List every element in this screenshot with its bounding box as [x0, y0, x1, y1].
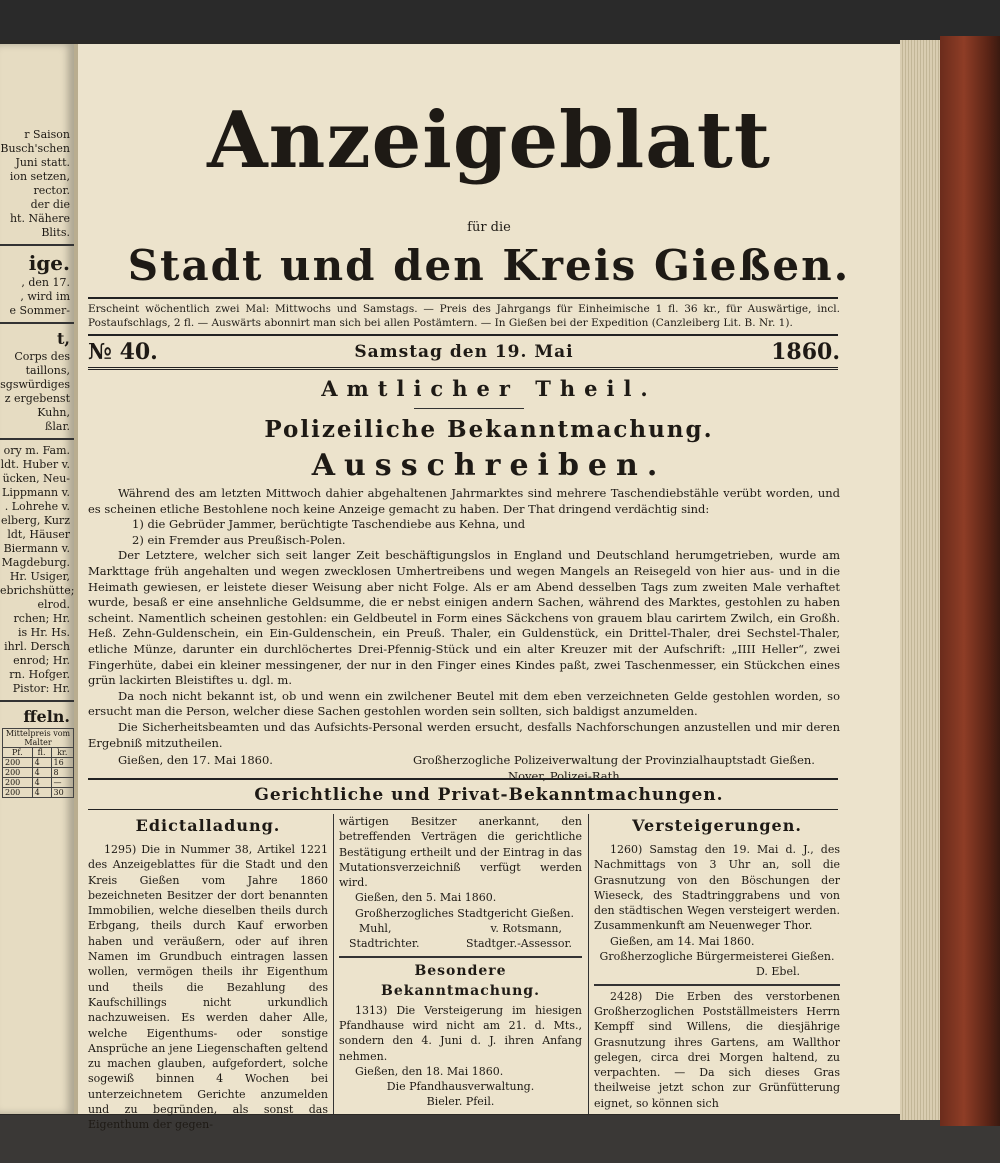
left-text-line: Magdeburg.	[1, 556, 70, 569]
section-rule	[88, 809, 838, 810]
left-text-lines	[0, 128, 74, 240]
left-page-fragment	[0, 44, 74, 1114]
signer-name: v. Rotsmann,	[490, 922, 562, 936]
left-text-line: Hr. Usiger,	[9, 570, 70, 583]
masthead-title: Anzeigeblatt	[207, 95, 771, 186]
left-text-line: Juni statt.	[15, 156, 70, 169]
announcement-text: 1295) Die in Nummer 38, Artikel 1221 des Anzeigeblattes für die Stadt und den Kreis Gießen vom Jahre 1860 bezeichneten Besitzer der dort benannten Immobilien, welche dieselben theils durch Erbgang, theils durch Kauf erworben haben und veräußern, oder auf ihren Namen im Grundbuch eintragen lassen wollen, vermögen theils ihr Eigenthum und theils die Bezahlung des Kaufschillings nicht urkundlich nachzuweisen. Es werden daher Alle, welche Eigenthums- oder sonstige Ansprüche an jene Liegenschaften geltend zu machen glauben, aufgefordert, solche sogewiß binnen 4 Wochen bei unterzeichnetem Gerichte anzumelden und zu begründen, als sonst das Eigenthum der gegen-	[88, 843, 328, 1132]
newspaper-page	[78, 44, 900, 1132]
private-section-title: Gerichtliche und Privat-Bekanntmachungen.	[254, 785, 724, 805]
left-heading-3: ffeln.	[23, 707, 70, 726]
table-cell: 200	[3, 768, 33, 778]
notice-item: 2) ein Fremder aus Preußisch-Polen.	[132, 532, 346, 547]
left-text-line: is Hr. Hs.	[17, 626, 70, 639]
column-2	[339, 814, 582, 1110]
column-1	[88, 814, 328, 1133]
left-heading-2: t,	[57, 329, 70, 348]
table-row	[3, 768, 74, 778]
left-text-line: ht. Nähere	[9, 212, 70, 225]
left-text-line: . Lohrehe v.	[4, 500, 70, 513]
left-text-line: ücken, Neu-	[2, 472, 70, 485]
left-text-line: enrod; Hr.	[13, 654, 70, 667]
announcement-date: Gießen, am 14. Mai 1860.	[610, 934, 755, 948]
table-cell: 200	[3, 788, 33, 798]
official-section-title: Amtlicher Theil.	[321, 376, 657, 401]
left-rule	[0, 322, 74, 324]
table-cell: 16	[51, 758, 73, 768]
table-header: kr.	[51, 748, 73, 758]
left-text-lines-3	[0, 350, 74, 434]
left-text-line: r Saison	[24, 128, 70, 141]
left-text-line: rector.	[33, 184, 70, 197]
left-heading: ige.	[28, 251, 70, 275]
left-text-line: rchen; Hr.	[13, 612, 70, 625]
left-rule	[0, 700, 74, 702]
left-text-line: ihrl. Dersch	[4, 640, 70, 653]
left-text-lines-4	[0, 444, 74, 696]
notice-paragraph: Der Letztere, welcher sich seit langer Zeit beschäftigungslos in England und Deutschland herumgetrieben, wurde am Markttage früh angehalten und wegen zwecklosen Umhertreibens und wegen Mangels an Reisegeld von hier aus- und in die Heimath gewiesen, er leistete dieser Weisung aber nicht Folge. Als er am Abend desselben Tags zum zweiten Male verhaftet wurde, besaß er eine ansehnliche Geldsumme, die er nebst einigen andern Sachen, während des Marktes, gestohlen zu haben scheint. Namentlich scheinen gestohlen: ein Geldbeutel in Form eines Säckchens von grauem blau carirtem Zwilch, ein Großh. Heß. Zehn-Guldenschein, ein Ein-Guldenschein, ein Preuß. Thaler, ein Guldenstück, ein Drittel-Thaler, drei Sechstel-Thaler, etliche Münze, darunter ein durchlöchertes Drei-Pfennig-Stück und ein alter Kreuzer mit der Aufschrift: „IIII Heller“, zwei Fingerhüte, dabei ein kleiner messingener, der nur in den Finger eines Kindes paßt, zwei Taschenmesser, ein Stückchen eines grün lackirten Bleistiftes u. dgl. m.	[88, 548, 840, 688]
book-cover	[940, 36, 1000, 1126]
announcement-text: 2428) Die Erben des verstorbenen Großherzoglichen Postställmeisters Herrn Kempff sind Willens, die diesjährige Grasnutzung ihres Gartens, am Wallthor gelegen, circa drei Morgen haltend, zu verpachten. — Da sich dieses Gras theilweise jetzt schon zur Grünfütterung eignet, so können sich	[594, 989, 840, 1110]
notice-paragraph: Die Sicherheitsbeamten und das Aufsichts-Personal werden ersucht, desfalls Nachforschungen anzustellen und mir deren Ergebniß mitzutheilen.	[88, 719, 840, 750]
left-text-line: rn. Hofger.	[9, 668, 70, 681]
left-text-line: ßlar.	[45, 420, 70, 433]
table-cell: 200	[3, 778, 33, 788]
notice-paragraph: Da noch nicht bekannt ist, ob und wenn ein zwilchener Beutel mit dem eben verzeichneten Gelde gestohlen worden, so ersucht man die Person, welcher diese Sachen gestohlen worden sein sollten, sich baldigst anzumelden.	[88, 688, 840, 719]
signer-names: Bieler. Pfeil.	[426, 1095, 495, 1109]
issue-date: Samstag den 19. Mai	[354, 342, 574, 362]
left-rule	[0, 438, 74, 440]
announcement-text: 1260) Samstag den 19. Mai d. J., des Nachmittags von 3 Uhr an, soll die Grasnutzung von den Böschungen der Wieseck, des Stadtringgrabens und von den städtischen Wegen versteigert werden. Zusammenkunft am Neuenweger Thor.	[594, 843, 840, 933]
announcement-columns	[88, 814, 840, 1132]
signer-role: Stadtrichter.	[349, 937, 420, 951]
left-text-line: , den 17.	[21, 276, 70, 289]
left-text-line: taillons,	[25, 364, 70, 377]
issue-line	[88, 339, 840, 367]
table-header: fl.	[32, 748, 51, 758]
table-header: Pf.	[3, 748, 33, 758]
left-price-table	[2, 728, 74, 798]
left-text-lines-2	[0, 276, 74, 318]
column-heading: Edictalladung.	[135, 816, 281, 835]
table-row	[3, 758, 74, 768]
official-title: Ausschreiben.	[311, 448, 667, 483]
signer-name: Muhl,	[359, 922, 392, 936]
table-cell: 4	[32, 768, 51, 778]
column-heading: Besondere Bekanntmachung.	[381, 962, 540, 999]
left-text-line: ldt. Huber v.	[0, 458, 70, 471]
signer-roles	[339, 936, 582, 951]
subscription-info: Erscheint wöchentlich zwei Mal: Mittwochs und Samstags. — Preis des Jahrgangs für Einheimische 1 fl. 36 kr., für Auswärtige, incl. Postaufschlags, 2 fl. — Auswärts abonnirt man sich bei allen Postämtern. — In Gießen bei der Expedition (Canzleiberg Lit. B. Nr. 1).	[88, 303, 840, 329]
table-header: Mittelpreis vom Malter	[3, 729, 74, 748]
notice-item: 1) die Gebrüder Jammer, berüchtigte Taschendiebe aus Kehna, und	[132, 517, 526, 532]
table-cell: 4	[32, 778, 51, 788]
table-row	[3, 778, 74, 788]
left-text-line: Corps des	[14, 350, 70, 363]
signer-name: D. Ebel.	[755, 965, 800, 979]
left-text-line: ebrichshütte;	[0, 584, 75, 597]
left-text-line: elrod.	[37, 598, 70, 611]
announcement-office: Großherzogliche Bürgermeisterei Gießen.	[599, 950, 835, 964]
left-text-line: Lippmann v.	[2, 486, 70, 499]
signer-role: Stadtger.-Assessor.	[466, 937, 572, 951]
left-text-line: Pistor: Hr.	[12, 682, 70, 695]
announcement-office: Die Pfandhausverwaltung.	[386, 1080, 535, 1094]
column-3	[594, 814, 840, 1111]
left-text-line: sgswürdiges	[0, 378, 70, 391]
issue-rule	[88, 367, 838, 370]
scanner-background-top	[0, 0, 1000, 40]
section-rule	[88, 778, 838, 780]
masthead-fuer: für die	[467, 220, 511, 235]
column-rule	[594, 984, 840, 986]
issue-year: 1860.	[771, 339, 840, 365]
left-text-line: ldt, Häuser	[7, 528, 70, 541]
left-text-line: ion setzen,	[9, 170, 70, 183]
table-cell: 4	[32, 758, 51, 768]
left-text-line: , wird im	[20, 290, 70, 303]
official-heading: Polizeiliche Bekanntmachung.	[264, 416, 714, 443]
left-text-line: elberg, Kurz	[1, 514, 70, 527]
column-divider	[588, 814, 589, 1114]
left-text-line: Kuhn,	[37, 406, 70, 419]
column-heading: Versteigerungen.	[632, 816, 802, 835]
table-cell: 200	[3, 758, 33, 768]
masthead-rule	[88, 297, 838, 299]
announcement-text: wärtigen Besitzer anerkannt, den betreffenden Verträgen die gerichtliche Bestätigung ertheilt und der Eintrag in das Mutationsverzeichniß verfügt werden wird.	[339, 815, 582, 890]
announcement-date: Gießen, den 5. Mai 1860.	[355, 891, 497, 905]
notice-date: Gießen, den 17. Mai 1860.	[118, 753, 273, 768]
section-divider	[414, 408, 524, 409]
notice-paragraph: Während des am letzten Mittwoch dahier abgehaltenen Jahrmarktes sind mehrere Taschendiebstähle verübt worden, und es scheinen etliche Bestohlene noch keine Anzeige gemacht zu haben. Der That dringend verdächtig sind:	[88, 486, 840, 516]
table-cell: —	[51, 778, 73, 788]
notice-signature	[88, 753, 840, 769]
table-row	[3, 788, 74, 798]
left-rule	[0, 244, 74, 246]
column-rule	[339, 956, 582, 958]
table-cell: 30	[51, 788, 73, 798]
masthead-subtitle: Stadt und den Kreis Gießen.	[127, 241, 851, 290]
left-text-line: e Sommer-	[9, 304, 70, 317]
announcement-date: Gießen, den 18. Mai 1860.	[355, 1064, 504, 1078]
page-edges	[900, 40, 940, 1120]
announcement-text: 1313) Die Versteigerung im hiesigen Pfandhause wird nicht am 21. d. Mts., sondern den 4. Juni d. J. ihren Anfang nehmen.	[339, 1003, 582, 1063]
signer-names	[339, 921, 582, 936]
notice-signer: Nover, Polizei-Rath.	[508, 769, 624, 784]
info-rule	[88, 334, 838, 336]
notice-office: Großherzogliche Polizeiverwaltung der Provinzialhauptstadt Gießen.	[413, 753, 815, 768]
official-notice	[88, 486, 840, 785]
announcement-court: Großherzogliches Stadtgericht Gießen.	[355, 906, 574, 920]
column-divider	[333, 814, 334, 1114]
table-body	[3, 758, 74, 798]
left-text-line: ory m. Fam.	[3, 444, 70, 457]
left-text-line: Biermann v.	[3, 542, 70, 555]
issue-number: № 40.	[88, 339, 158, 365]
left-text-line: Busch'schen	[0, 142, 70, 155]
left-text-line: der die	[30, 198, 70, 211]
left-text-line: Blits.	[41, 226, 70, 239]
table-cell: 4	[32, 788, 51, 798]
left-text-line: z ergebenst	[4, 392, 70, 405]
table-cell: 8	[51, 768, 73, 778]
